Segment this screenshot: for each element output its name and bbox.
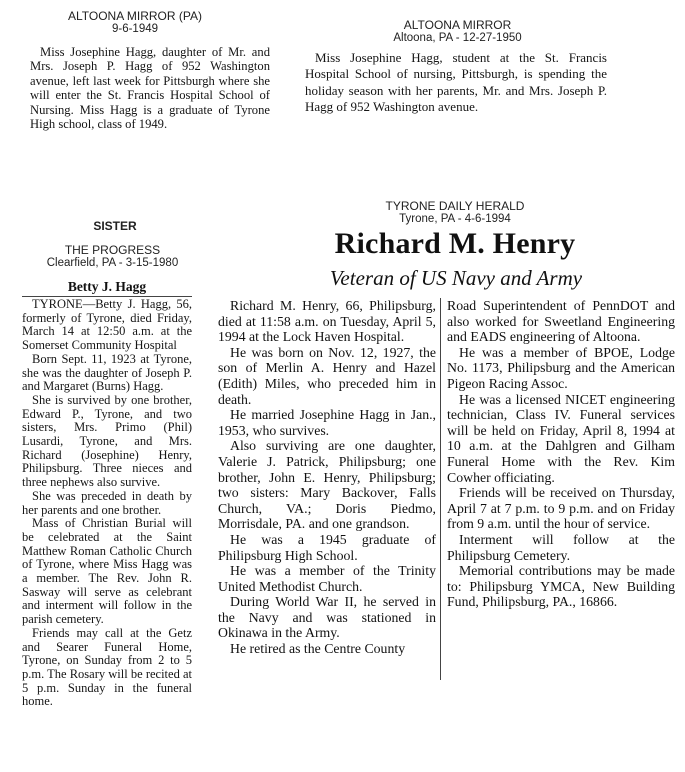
clip3-caption-date: Clearfield, PA - 3-15-1980	[46, 257, 179, 269]
clip2-caption	[360, 19, 555, 45]
clip3-paragraph: Mass of Christian Burial will be celebrated at the Saint Matthew Roman Catholic Church of Tyrone, where Miss Hagg was a member. The Rev. John R. Sasway will serve as celebrant and interment will follow in the parish cemetery.	[22, 516, 192, 627]
clip4-paragraph: Also surviving are one daughter, Valerie J. Patrick, Philipsburg; one brother, John E. Henry, Philipsburg; two sisters: Mary Backover, Falls Church, VA.; Doris Piedmo, Morrisdale, PA. and one grandson.	[218, 438, 436, 532]
clip3-paragraph: Born Sept. 11, 1923 at Tyrone, she was the daughter of Joseph P. and Margaret (Burns) Hagg.	[22, 351, 192, 394]
clip4-paragraph: Memorial contributions may be made to: Philipsburg YMCA, New Building Fund, Philipsburg, PA., 16866.	[447, 563, 675, 610]
clip4-paragraph: He was a member of BPOE, Lodge No. 1173, Philipsburg and the American Pigeon Racing Assoc.	[447, 344, 675, 391]
clip4-column-1	[218, 298, 436, 657]
clip4-paragraph: He was a licensed NICET engineering technician, Class IV. Funeral services will be held on Friday, April 8, 1994 at 10 a.m. at the Dahlgren and Gilham Funeral Home with the Rev. Kim Cowher officiating.	[447, 391, 675, 485]
clip2-text: Miss Josephine Hagg, student at the St. Francis Hospital School of nursing, Pittsburgh, is spending the holiday season with her parents, Mr. and Mrs. Joseph P. Hagg of 952 Washington avenue.	[305, 50, 607, 115]
clip2-article	[305, 50, 607, 116]
clip4-caption-title: TYRONE DAILY HERALD	[385, 199, 525, 213]
clip4-paragraph: He was a 1945 graduate of Philipsburg High School.	[218, 531, 436, 563]
clip3-article	[22, 298, 192, 709]
clip1-caption	[45, 10, 225, 36]
clip4-paragraph: Friends will be received on Thursday, April 7 at 7 p.m. to 9 p.m. and on Friday from 9 a.m. until the hour of service.	[447, 485, 675, 532]
clip1-text: Miss Josephine Hagg, daughter of Mr. and Mrs. Joseph P. Hagg of 952 Washington avenue, left last week for Pittsburgh where she will enter the St. Francis Hospital School of Nursing. Miss Hagg is a graduate of Tyrone High school, class of 1949.	[30, 45, 270, 132]
clip4-caption	[345, 200, 565, 226]
clip4-column-2	[447, 298, 675, 610]
clip4-caption-date: Tyrone, PA - 4-6-1994	[399, 213, 511, 225]
clip3-paragraph: She is survived by one brother, Edward P., Tyrone, and two sisters, Mrs. Primo (Phil) Lusardi, Tyrone, and Mrs. Richard (Josephine) Henry, Philipsburg. Three nieces and three nephews also survive.	[22, 392, 192, 490]
column-divider	[440, 298, 441, 680]
clip4-paragraph: He married Josephine Hagg in Jan., 1953, who survives.	[218, 407, 436, 438]
clip3-caption-title: THE PROGRESS	[64, 243, 161, 257]
clip1-caption-title: ALTOONA MIRROR (PA)	[67, 9, 202, 23]
clip3-paragraph: Friends may call at the Getz and Searer Funeral Home, Tyrone, on Sunday from 2 to 5 p.m. The Rosary will be recited at 5 p.m. Sunday in the funeral home.	[22, 625, 192, 709]
clip3-caption	[20, 244, 205, 270]
clip4-paragraph: Road Superintendent of PennDOT and also worked for Sweetland Engineering and EADS engineering of Altoona.	[447, 298, 675, 345]
sister-label: SISTER	[93, 219, 137, 233]
clip4-paragraph: Richard M. Henry, 66, Philipsburg, died at 11:58 a.m. on Tuesday, April 5, 1994 at the Lock Haven Hospital.	[218, 298, 436, 345]
clip4-paragraph: He was a member of the Trinity United Methodist Church.	[218, 563, 436, 594]
clip2-caption-title: ALTOONA MIRROR	[403, 18, 512, 32]
clip3-paragraph: TYRONE—Betty J. Hagg, 56, formerly of Tyrone, died Friday, March 14 at 12:50 a.m. at the Somerset Community Hospital	[22, 297, 192, 353]
clip3-paragraph: She was preceded in death by her parents and one brother.	[22, 488, 192, 517]
clip1-caption-date: 9-6-1949	[111, 23, 159, 35]
clip4-subhead: Veteran of US Navy and Army	[329, 266, 583, 290]
clip4-headline: Richard M. Henry	[334, 227, 576, 260]
clip3-headline: Betty J. Hagg	[67, 279, 147, 294]
clip1-article	[30, 45, 270, 131]
clip2-caption-date: Altoona, PA - 12-27-1950	[393, 32, 522, 44]
clip4-paragraph: He was born on Nov. 12, 1927, the son of Merlin A. Henry and Hazel (Edith) Miles, who preceded him in death.	[218, 344, 436, 407]
clip4-paragraph: Interment will follow at the Philipsburg Cemetery.	[447, 531, 675, 563]
clip4-paragraph: During World War II, he served in the Navy and was stationed in Okinawa in the Army.	[218, 594, 436, 641]
clip4-paragraph: He retired as the Centre County	[230, 641, 406, 657]
